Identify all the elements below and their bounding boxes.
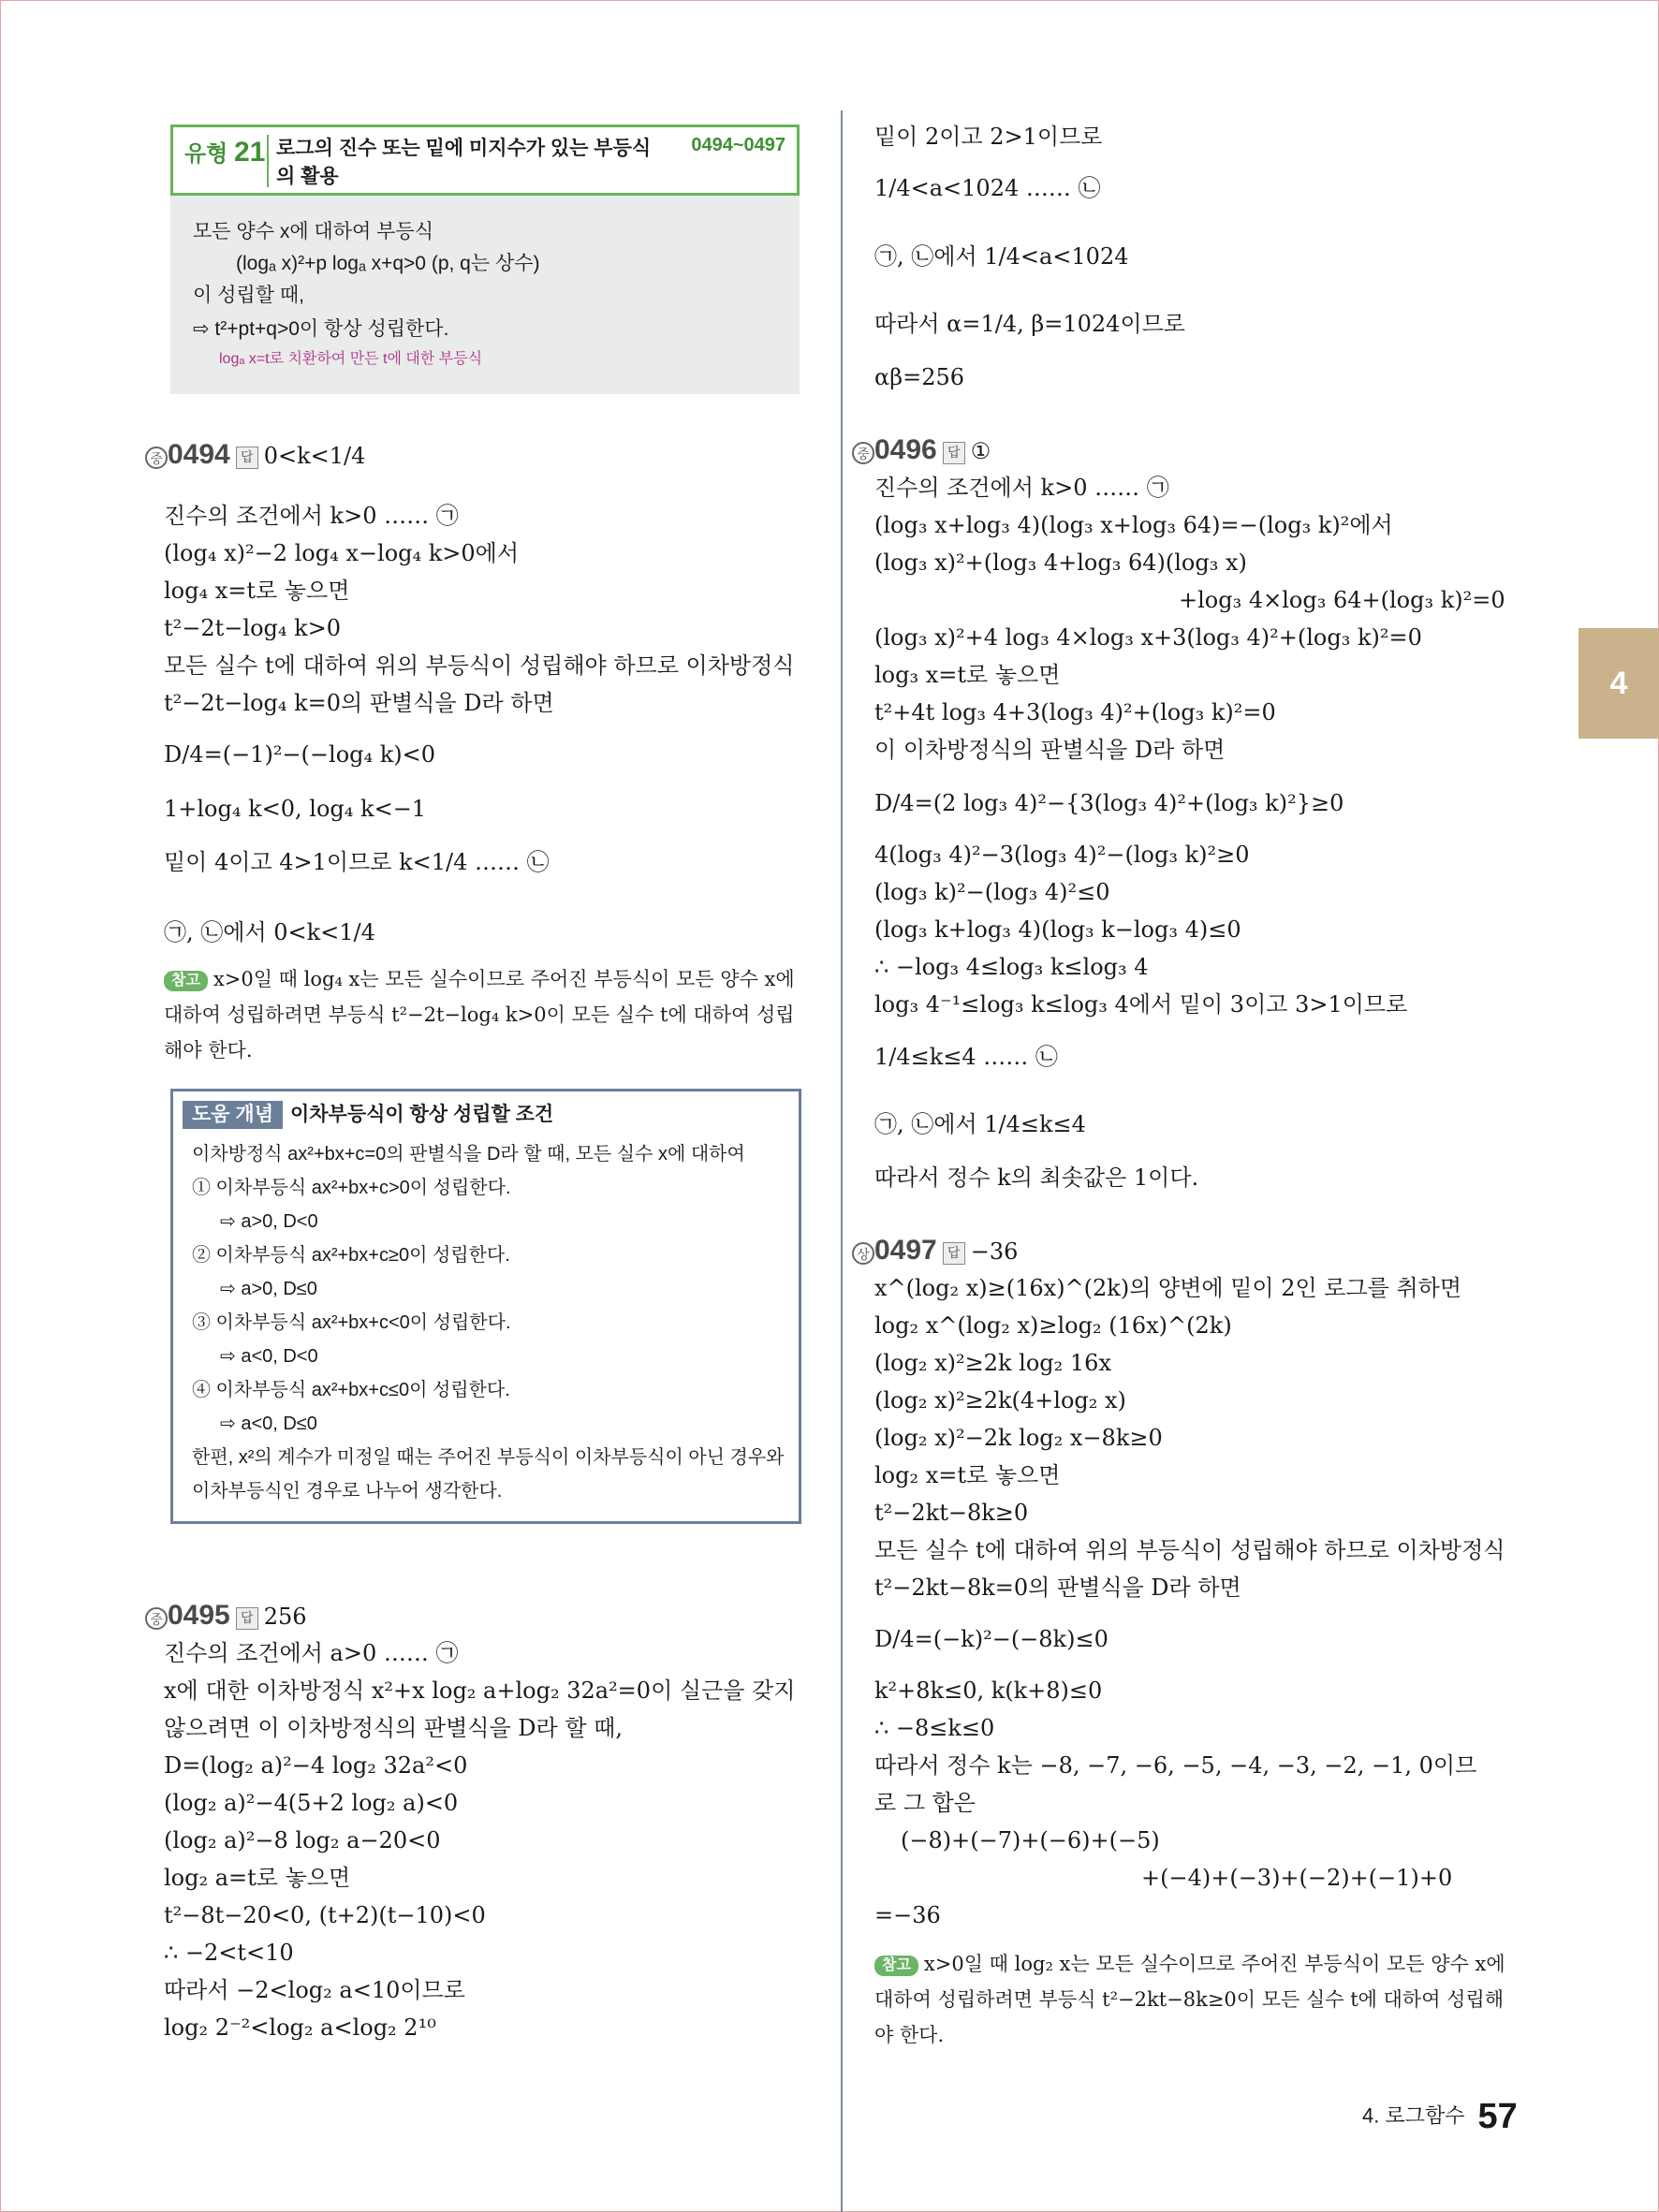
note-line: 대하여 성립하려면 부등식 t²−2kt−8k≥0이 모든 실수 t에 대하여 성립해 [874, 1988, 1505, 2011]
concept-line: ① 이차부등식 ax²+bx+c>0이 성립한다. [192, 1178, 511, 1198]
type-box-body [170, 196, 800, 394]
solution-line: (log₃ x)²+4 log₃ 4×log₃ x+3(log₃ 4)²+(log₃ k)²=0 [874, 624, 1422, 651]
solution-line: (log₄ x)²−2 log₄ x−log₄ k>0에서 [164, 540, 520, 566]
note-line [164, 964, 795, 994]
solution-line: log₄ x=t로 놓으면 [164, 578, 350, 604]
solution-line: 진수의 조건에서 a>0 …… ㉠ [164, 1640, 459, 1666]
column-divider [841, 110, 843, 2212]
solution-line: D/4=(−k)²−(−8k)≤0 [874, 1626, 1108, 1652]
concept-title: 이차부등식이 항상 성립할 조건 [289, 1104, 554, 1125]
concept-line: ⇨ a>0, D≤0 [220, 1279, 317, 1299]
note-line: 야 한다. [874, 2024, 945, 2046]
chapter-side-tab: 4 [1578, 628, 1659, 739]
type-number: 21 [234, 137, 266, 168]
solution-line: (log₃ x)²+(log₃ 4+log₃ 64)(log₃ x) [874, 549, 1247, 576]
solution-line: ㉠, ㉡에서 1/4≤k≤4 [874, 1111, 1086, 1137]
concept-line: ⇨ a<0, D<0 [220, 1346, 318, 1367]
note-badge: 참고 [874, 1956, 918, 1976]
solution-line: =−36 [874, 1902, 941, 1928]
solution-line: x에 대한 이차방정식 x²+x log₂ a+log₂ 32a²=0이 실근을 갖지 [164, 1677, 796, 1704]
problem-header-0495 [145, 1601, 307, 1632]
type-range: 0494~0497 [691, 135, 785, 155]
solution-line: 진수의 조건에서 k>0 …… ㉠ [874, 475, 1169, 501]
note-text: x>0일 때 log₄ x는 모든 실수이므로 주어진 부등식이 모든 양수 x에 [213, 968, 795, 990]
type-note: logₐ x=t로 치환하여 만든 t에 대한 부등식 [219, 351, 483, 367]
solution-line: 따라서 정수 k의 최솟값은 1이다. [874, 1165, 1199, 1191]
solution-line: (log₂ x)²−2k log₂ x−8k≥0 [874, 1425, 1163, 1451]
solution-line: (log₂ a)²−8 log₂ a−20<0 [164, 1827, 441, 1853]
problem-number: 0495 [168, 1600, 230, 1631]
note-text: x>0일 때 log₂ x는 모든 실수이므로 주어진 부등식이 모든 양수 x에 [923, 1953, 1505, 1975]
answer-text: ① [970, 438, 991, 464]
solution-line: 밑이 4이고 4>1이므로 k<1/4 …… ㉡ [164, 849, 550, 875]
solution-line: log₂ 2⁻²<log₂ a<log₂ 2¹⁰ [164, 2014, 436, 2041]
type-divider [267, 135, 269, 187]
solution-line: t²−8t−20<0, (t+2)(t−10)<0 [164, 1902, 486, 1928]
level-badge: 중 [852, 442, 874, 464]
note-line [874, 1949, 1505, 1979]
concept-line: ⇨ a>0, D<0 [220, 1211, 318, 1232]
solution-line: 모든 실수 t에 대하여 위의 부등식이 성립해야 하므로 이차방정식 [164, 652, 795, 679]
solution-line: t²−2t−log₄ k>0 [164, 615, 342, 641]
type-line: ⇨ t²+pt+q>0이 항상 성립한다. [193, 318, 449, 340]
solution-line: t²−2t−log₄ k=0의 판별식을 D라 하면 [164, 690, 554, 716]
problem-number: 0497 [874, 1235, 937, 1266]
solution-line: 따라서 −2<log₂ a<10이므로 [164, 1977, 465, 2003]
concept-box [170, 1089, 801, 1524]
problem-header-0497 [852, 1236, 1018, 1267]
solution-line: +log₃ 4×log₃ 64+(log₃ k)²=0 [1179, 587, 1505, 613]
type-box-header [170, 125, 800, 196]
note-badge: 참고 [164, 971, 208, 991]
concept-line: 한편, x²의 계수가 미정일 때는 주어진 부등식이 이차부등식이 아닌 경우와 [192, 1447, 785, 1468]
solution-line: log₃ x=t로 놓으면 [874, 662, 1061, 688]
solution-line: +(−4)+(−3)+(−2)+(−1)+0 [1141, 1865, 1453, 1891]
solution-line: (−8)+(−7)+(−6)+(−5) [901, 1827, 1160, 1853]
concept-line: ③ 이차부등식 ax²+bx+c<0이 성립한다. [192, 1312, 511, 1333]
solution-line: ∴ −log₃ 4≤log₃ k≤log₃ 4 [874, 954, 1149, 980]
problem-number: 0494 [168, 439, 230, 470]
concept-line: ④ 이차부등식 ax²+bx+c≤0이 성립한다. [192, 1380, 510, 1400]
solution-line: log₂ x=t로 놓으면 [874, 1462, 1061, 1488]
problem-number: 0496 [874, 434, 937, 465]
solution-line: t²+4t log₃ 4+3(log₃ 4)²+(log₃ k)²=0 [874, 699, 1276, 725]
page-footer [1362, 2097, 1518, 2137]
answer-text: 0<k<1/4 [263, 443, 366, 469]
type-line: 이 성립할 때, [193, 285, 304, 306]
solution-line: (log₃ k)²−(log₃ 4)²≤0 [874, 879, 1110, 905]
type-line: (logₐ x)²+p logₐ x+q>0 (p, q는 상수) [236, 253, 540, 274]
solution-line: 따라서 α=1/4, β=1024이므로 [874, 311, 1185, 337]
problem-header-0496 [852, 435, 991, 466]
type-line: 모든 양수 x에 대하여 부등식 [193, 221, 433, 242]
solution-line: 따라서 정수 k는 −8, −7, −6, −5, −4, −3, −2, −1, 0이므 [874, 1752, 1477, 1779]
solution-line: (log₂ x)²≥2k log₂ 16x [874, 1350, 1111, 1376]
solution-line: log₂ a=t로 놓으면 [164, 1865, 351, 1891]
solution-line: 로 그 합은 [874, 1790, 976, 1816]
solution-line: 이 이차방정식의 판별식을 D라 하면 [874, 737, 1226, 763]
note-line: 대하여 성립하려면 부등식 t²−2t−log₄ k>0이 모든 실수 t에 대하여 성립 [164, 1003, 795, 1026]
solution-line: k²+8k≤0, k(k+8)≤0 [874, 1677, 1103, 1704]
type-label: 유형 [184, 141, 228, 167]
solution-line: (log₃ x+log₃ 4)(log₃ x+log₃ 64)=−(log₃ k)²에서 [874, 512, 1393, 538]
answer-badge: 답 [236, 447, 258, 469]
solution-line: 4(log₃ 4)²−3(log₃ 4)²−(log₃ k)²≥0 [874, 842, 1250, 868]
level-badge: 상 [852, 1242, 874, 1265]
solution-line: 않으려면 이 이차방정식의 판별식을 D라 할 때, [164, 1715, 623, 1741]
concept-line: ⇨ a<0, D≤0 [220, 1414, 317, 1434]
type-tag [184, 135, 265, 168]
solution-line: t²−2kt−8k≥0 [874, 1500, 1029, 1526]
answer-text: −36 [970, 1238, 1019, 1265]
solution-line: (log₂ a)²−4(5+2 log₂ a)<0 [164, 1790, 459, 1816]
solution-line: log₂ x^(log₂ x)≥log₂ (16x)^(2k) [874, 1312, 1232, 1339]
solution-line: log₃ 4⁻¹≤log₃ k≤log₃ 4에서 밑이 3이고 3>1이므로 [874, 991, 1408, 1018]
solution-line: t²−2kt−8k=0의 판별식을 D라 하면 [874, 1575, 1241, 1601]
solution-line: 밑이 2이고 2>1이므로 [874, 124, 1103, 150]
solution-line: x^(log₂ x)≥(16x)^(2k)의 양변에 밑이 2인 로그를 취하면 [874, 1275, 1462, 1301]
solution-line: D/4=(−1)²−(−log₄ k)<0 [164, 741, 436, 768]
concept-label: 도움 개념 [183, 1101, 283, 1129]
solution-line: (log₃ k+log₃ 4)(log₃ k−log₃ 4)≤0 [874, 916, 1241, 943]
solution-line: (log₂ x)²≥2k(4+log₂ x) [874, 1387, 1126, 1414]
chapter-title: 4. 로그함수 [1362, 2103, 1465, 2128]
solution-line: 모든 실수 t에 대하여 위의 부등식이 성립해야 하므로 이차방정식 [874, 1537, 1505, 1563]
concept-line: ② 이차부등식 ax²+bx+c≥0이 성립한다. [192, 1245, 510, 1266]
solution-line: D=(log₂ a)²−4 log₂ 32a²<0 [164, 1752, 468, 1779]
level-badge: 중 [145, 447, 168, 469]
answer-text: 256 [263, 1604, 307, 1630]
solution-line: 1+log₄ k<0, log₄ k<−1 [164, 796, 427, 822]
type-title: 로그의 진수 또는 밑에 미지수가 있는 부등식의 활용 [276, 138, 652, 187]
solution-line: 1/4<a<1024 …… ㉡ [874, 175, 1101, 201]
solution-line: D/4=(2 log₃ 4)²−{3(log₃ 4)²+(log₃ k)²}≥0 [874, 790, 1344, 816]
solution-line: ㉠, ㉡에서 1/4<a<1024 [874, 243, 1129, 270]
solution-line: αβ=256 [874, 364, 964, 390]
answer-badge: 답 [943, 1242, 965, 1265]
level-badge: 중 [145, 1607, 168, 1630]
problem-header-0494 [145, 440, 365, 471]
page-number: 57 [1477, 2097, 1518, 2136]
solution-line: 1/4≤k≤4 …… ㉡ [874, 1044, 1058, 1070]
solution-line: ∴ −2<t<10 [164, 1940, 294, 1966]
concept-line: 이차방정식 ax²+bx+c=0의 판별식을 D라 할 때, 모든 실수 x에 대하여 [192, 1144, 745, 1165]
solution-line: 진수의 조건에서 k>0 …… ㉠ [164, 503, 459, 529]
concept-header [183, 1099, 553, 1129]
note-line: 해야 한다. [164, 1039, 253, 1062]
solution-line: ㉠, ㉡에서 0<k<1/4 [164, 919, 375, 945]
answer-badge: 답 [943, 442, 965, 464]
solution-line: ∴ −8≤k≤0 [874, 1715, 995, 1741]
answer-badge: 답 [236, 1607, 258, 1630]
concept-line: 이차부등식인 경우로 나누어 생각한다. [192, 1481, 503, 1502]
